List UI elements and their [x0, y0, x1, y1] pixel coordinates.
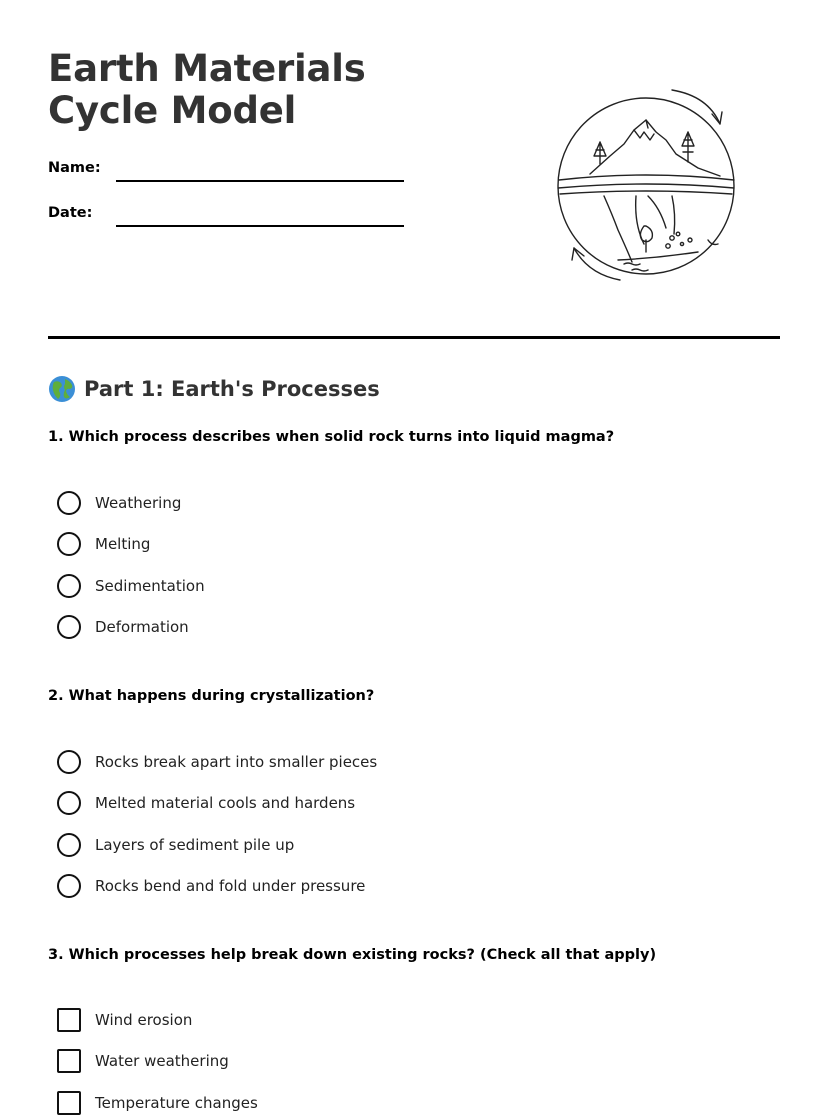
rock-cycle-illustration: [548, 84, 748, 288]
radio-button[interactable]: [57, 491, 81, 515]
option-label: Deformation: [95, 618, 189, 636]
radio-button[interactable]: [57, 574, 81, 598]
radio-button[interactable]: [57, 833, 81, 857]
option-label: Sedimentation: [95, 577, 205, 595]
globe-icon: [48, 375, 76, 403]
section-title: Part 1: Earth's Processes: [84, 377, 380, 401]
q2-option-1[interactable]: [57, 749, 377, 775]
page-title: Earth Materials Cycle Model: [48, 47, 366, 132]
question-1: 1. Which process describes when solid rock turns into liquid magma?: [48, 429, 615, 445]
q3-option-3[interactable]: [57, 1090, 258, 1116]
radio-button[interactable]: [57, 532, 81, 556]
date-field[interactable]: [116, 225, 404, 227]
mountain-icon: [590, 120, 720, 176]
checkbox[interactable]: [57, 1008, 81, 1032]
radio-button[interactable]: [57, 750, 81, 774]
question-2: 2. What happens during crystallization?: [48, 688, 375, 704]
section-divider: [48, 336, 780, 339]
underground-tree-icon: [640, 226, 652, 252]
option-label: Melted material cools and hardens: [95, 794, 356, 812]
q1-option-2[interactable]: [57, 531, 150, 557]
tree-icon: [682, 132, 694, 162]
q3-option-2[interactable]: [57, 1048, 229, 1074]
option-label: Rocks bend and fold under pressure: [95, 877, 366, 895]
option-label: Melting: [95, 535, 151, 553]
checkbox[interactable]: [57, 1091, 81, 1115]
radio-button[interactable]: [57, 615, 81, 639]
option-label: Wind erosion: [95, 1011, 193, 1029]
question-3: 3. Which processes help break down existing rocks? (Check all that apply): [48, 947, 657, 963]
option-label: Rocks break apart into smaller pieces: [95, 753, 378, 771]
q2-option-2[interactable]: [57, 790, 355, 816]
radio-button[interactable]: [57, 791, 81, 815]
name-field[interactable]: [116, 180, 404, 182]
option-label: Weathering: [95, 494, 182, 512]
radio-button[interactable]: [57, 874, 81, 898]
q3-option-1[interactable]: [57, 1007, 192, 1033]
option-label: Water weathering: [95, 1052, 229, 1070]
q1-option-3[interactable]: [57, 573, 205, 599]
section-heading: [48, 374, 380, 404]
q1-option-1[interactable]: [57, 490, 181, 516]
q2-option-3[interactable]: [57, 832, 294, 858]
checkbox[interactable]: [57, 1049, 81, 1073]
name-label: Name:: [48, 160, 101, 176]
date-label: Date:: [48, 205, 93, 221]
top-arrow-icon: [672, 90, 720, 124]
option-label: Temperature changes: [95, 1094, 258, 1112]
option-label: Layers of sediment pile up: [95, 836, 295, 854]
q1-option-4[interactable]: [57, 614, 189, 640]
q2-option-4[interactable]: [57, 873, 365, 899]
